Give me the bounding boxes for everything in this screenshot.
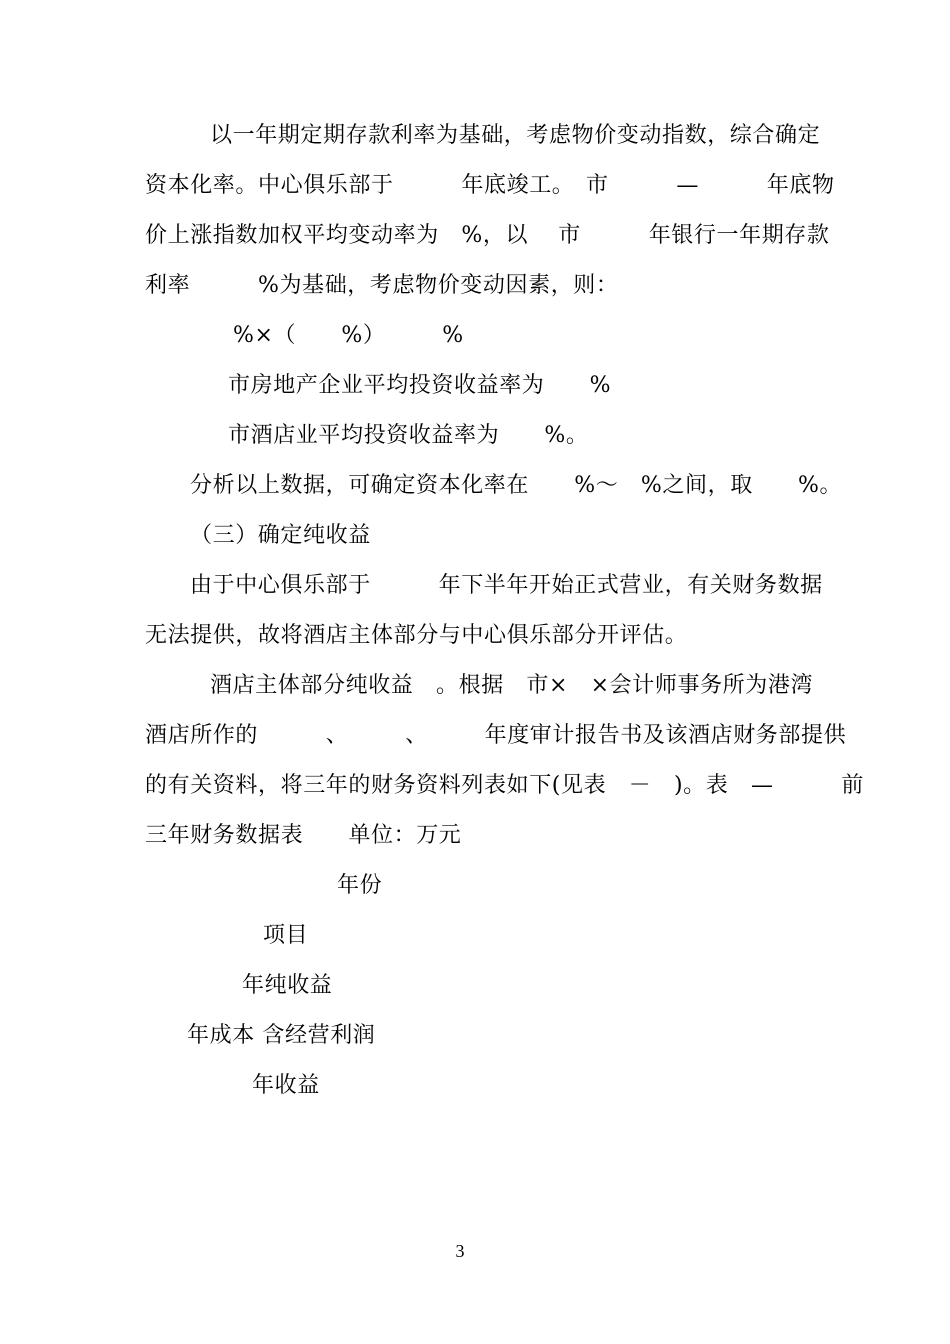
table-caption: 三年财务数据表 单位：万元 [145, 823, 462, 848]
paragraph-line: 的有关资料，将三年的财务资料列表如下(见表 － )。表 — 前 [145, 773, 864, 798]
formula-line: %×（ %） % [233, 323, 464, 348]
paragraph-line: 利率 %为基础，考虑物价变动因素，则： [145, 273, 619, 298]
paragraph-line: 由于中心俱乐部于 年下半年开始正式营业，有关财务数据 [190, 573, 823, 598]
paragraph-line: 市房地产企业平均投资收益率为 % [228, 373, 612, 398]
paragraph-line: 资本化率。中心俱乐部于 年底竣工。 市 — 年底物 [145, 173, 835, 198]
paragraph-line: 无法提供，故将酒店主体部分与中心俱乐部分开评估。 [145, 623, 688, 648]
table-row-label: 年收益 [252, 1073, 320, 1098]
paragraph-line: 酒店所作的 、 、 年度审计报告书及该酒店财务部提供 [145, 723, 847, 748]
table-header-item: 项目 [263, 923, 309, 948]
table-row-label: 年成本 含经营利润 [187, 1023, 376, 1048]
paragraph-line: 酒店主体部分纯收益 。根据 市× ×会计师事务所为港湾 [210, 673, 814, 698]
section-heading: （三）确定纯收益 [190, 523, 371, 548]
table-row-label: 年纯收益 [242, 973, 333, 998]
paragraph-line: 以一年期定期存款利率为基础，考虑物价变动指数，综合确定 [210, 123, 821, 148]
table-header-year: 年份 [337, 873, 383, 898]
paragraph-line: 市酒店业平均投资收益率为 %。 [228, 423, 589, 448]
paragraph-line: 价上涨指数加权平均变动率为 %，以 市 年银行一年期存款 [145, 223, 830, 248]
page-number: 3 [455, 1241, 465, 1261]
paragraph-line: 分析以上数据，可确定资本化率在 %～ %之间，取 %。 [190, 473, 843, 498]
